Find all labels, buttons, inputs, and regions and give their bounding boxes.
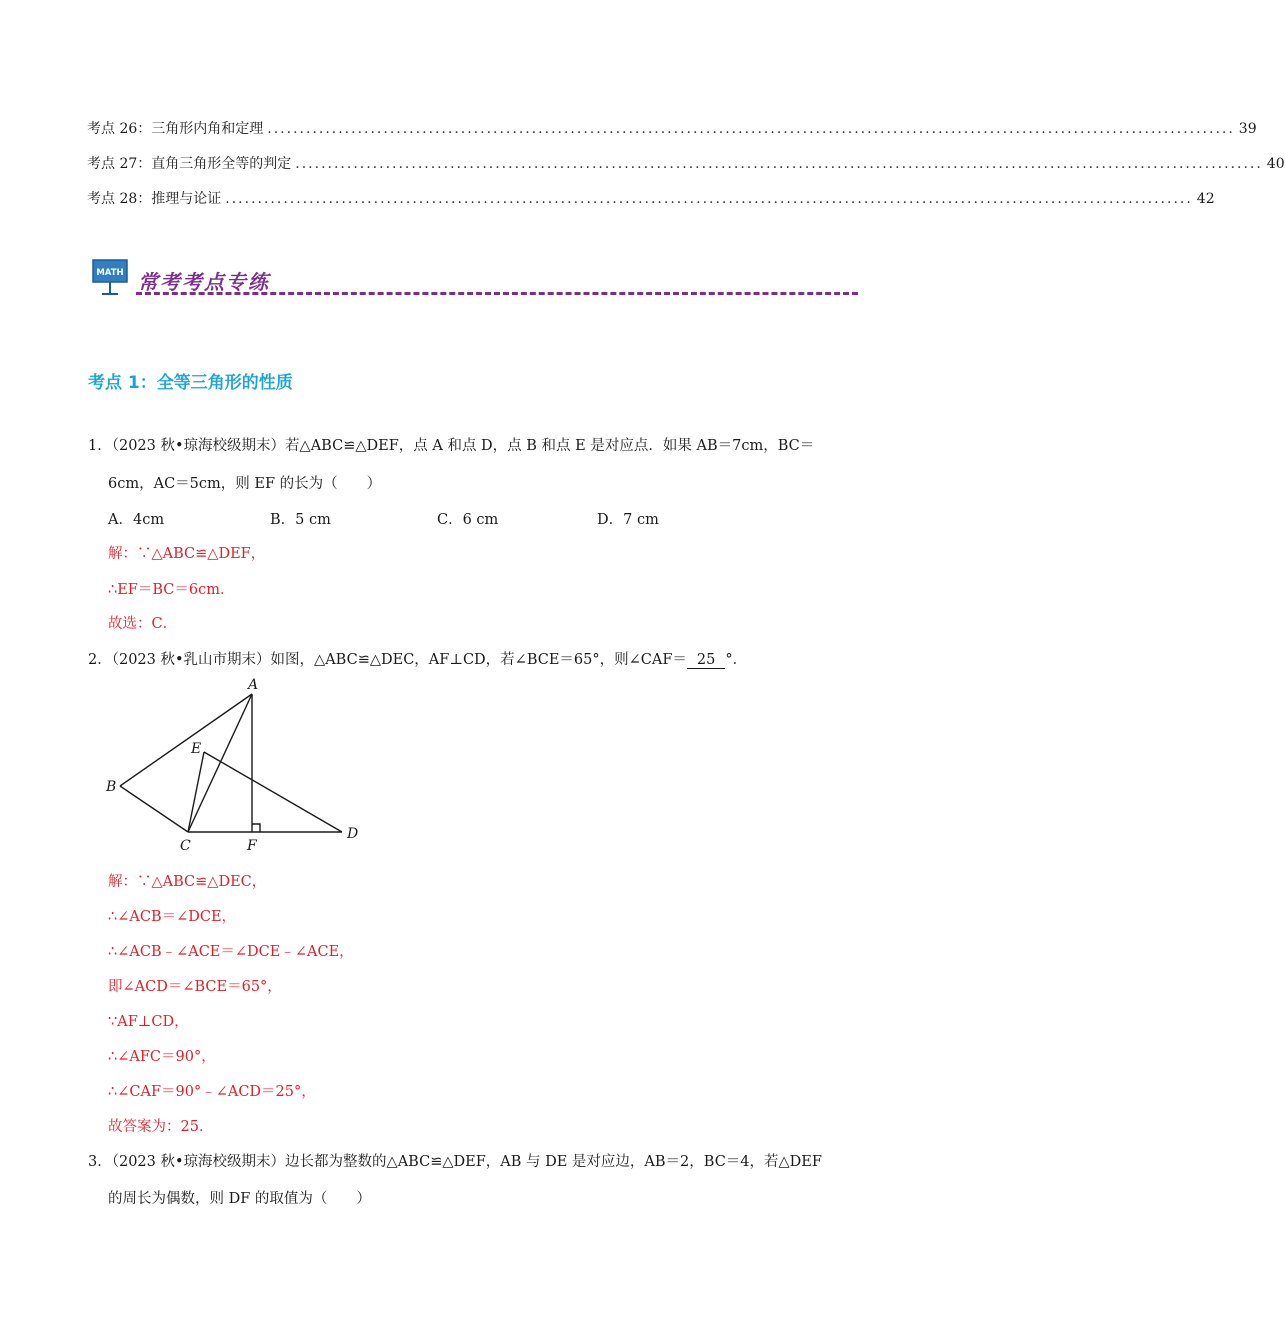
solution-line: ∵AF⊥CD， bbox=[108, 1014, 189, 1030]
label-a: A bbox=[248, 677, 259, 693]
option-b[interactable]: B．5 cm bbox=[270, 512, 331, 528]
solution-line: 解：∵△ABC≌△DEF， bbox=[108, 546, 266, 562]
question-stem: （2023 秋•琼海校级期末）若△ABC≌△DEF，点 A 和点 D，点 B 和点 E 是对应点．如果 AB＝7cm，BC＝ bbox=[111, 438, 815, 454]
solution-line: 故答案为：25． bbox=[108, 1119, 214, 1135]
question-number: 3． bbox=[88, 1154, 112, 1170]
question-stem-end: °． bbox=[725, 652, 748, 668]
question-stem-cont: 的周长为偶数，则 DF 的取值为（ ） bbox=[108, 1191, 371, 1207]
solution-line: ∴∠ACB﹣∠ACE＝∠DCE﹣∠ACE， bbox=[108, 944, 354, 960]
solution-line: 解：∵△ABC≌△DEC， bbox=[108, 874, 267, 890]
toc-label: 考点 27：直角三角形全等的判定 bbox=[87, 156, 292, 172]
section-banner bbox=[92, 258, 862, 302]
toc-label: 考点 28：推理与论证 bbox=[87, 191, 222, 207]
label-c: C bbox=[180, 838, 191, 854]
toc-entry[interactable] bbox=[87, 118, 1257, 140]
label-f: F bbox=[247, 838, 257, 854]
banner-title: 常考考点专练 bbox=[138, 270, 270, 294]
label-d: D bbox=[347, 826, 359, 842]
option-c[interactable]: C．6 cm bbox=[437, 512, 499, 528]
toc-dots: ...................................................................................................................................................... bbox=[267, 121, 1235, 137]
toc-dots: ...................................................................................................................................................... bbox=[295, 156, 1263, 172]
triangle-figure bbox=[100, 672, 370, 858]
section-title: 考点 1：全等三角形的性质 bbox=[88, 373, 293, 393]
solution-line: ∴∠AFC＝90°， bbox=[108, 1049, 216, 1065]
math-board-label: MATH bbox=[96, 268, 124, 278]
solution-line: ∴∠CAF＝90°﹣∠ACD＝25°， bbox=[108, 1084, 316, 1100]
toc-page: 39 bbox=[1238, 121, 1257, 137]
solution-line: ∴EF＝BC＝6cm． bbox=[108, 582, 235, 598]
question-stem: （2023 秋•琼海校级期末）边长都为整数的△ABC≌△DEF，AB 与 DE 是对应边，AB＝2，BC＝4，若△DEF bbox=[111, 1154, 822, 1170]
toc-dots: ...................................................................................................................................................... bbox=[225, 191, 1193, 207]
question-stem-cont: 6cm，AC＝5cm，则 EF 的长为（ ） bbox=[108, 476, 382, 492]
toc-entry[interactable] bbox=[87, 153, 1285, 175]
question-number: 1． bbox=[88, 438, 112, 454]
solution-line: 即∠ACD＝∠BCE＝65°， bbox=[108, 979, 282, 995]
option-a[interactable]: A．4cm bbox=[108, 512, 165, 528]
question-3 bbox=[88, 1150, 822, 1171]
toc-page: 42 bbox=[1196, 191, 1215, 207]
toc-entry[interactable] bbox=[87, 188, 1215, 210]
question-2 bbox=[88, 648, 747, 669]
banner-divider bbox=[136, 292, 858, 295]
toc-page: 40 bbox=[1266, 156, 1285, 172]
question-number: 2． bbox=[88, 652, 112, 668]
solution-line: 故选：C． bbox=[108, 616, 178, 632]
label-e: E bbox=[191, 741, 202, 757]
solution-line: ∴∠ACB＝∠DCE， bbox=[108, 909, 237, 925]
toc-label: 考点 26：三角形内角和定理 bbox=[87, 121, 264, 137]
option-d[interactable]: D．7 cm bbox=[597, 512, 659, 528]
answer-blank: 25 bbox=[687, 652, 725, 669]
label-b: B bbox=[106, 779, 117, 795]
math-board-icon bbox=[92, 258, 132, 298]
question-stem: （2023 秋•乳山市期末）如图，△ABC≌△DEC，AF⊥CD，若∠BCE＝65°，则∠CAF＝ bbox=[111, 652, 687, 668]
question-1 bbox=[88, 434, 814, 455]
